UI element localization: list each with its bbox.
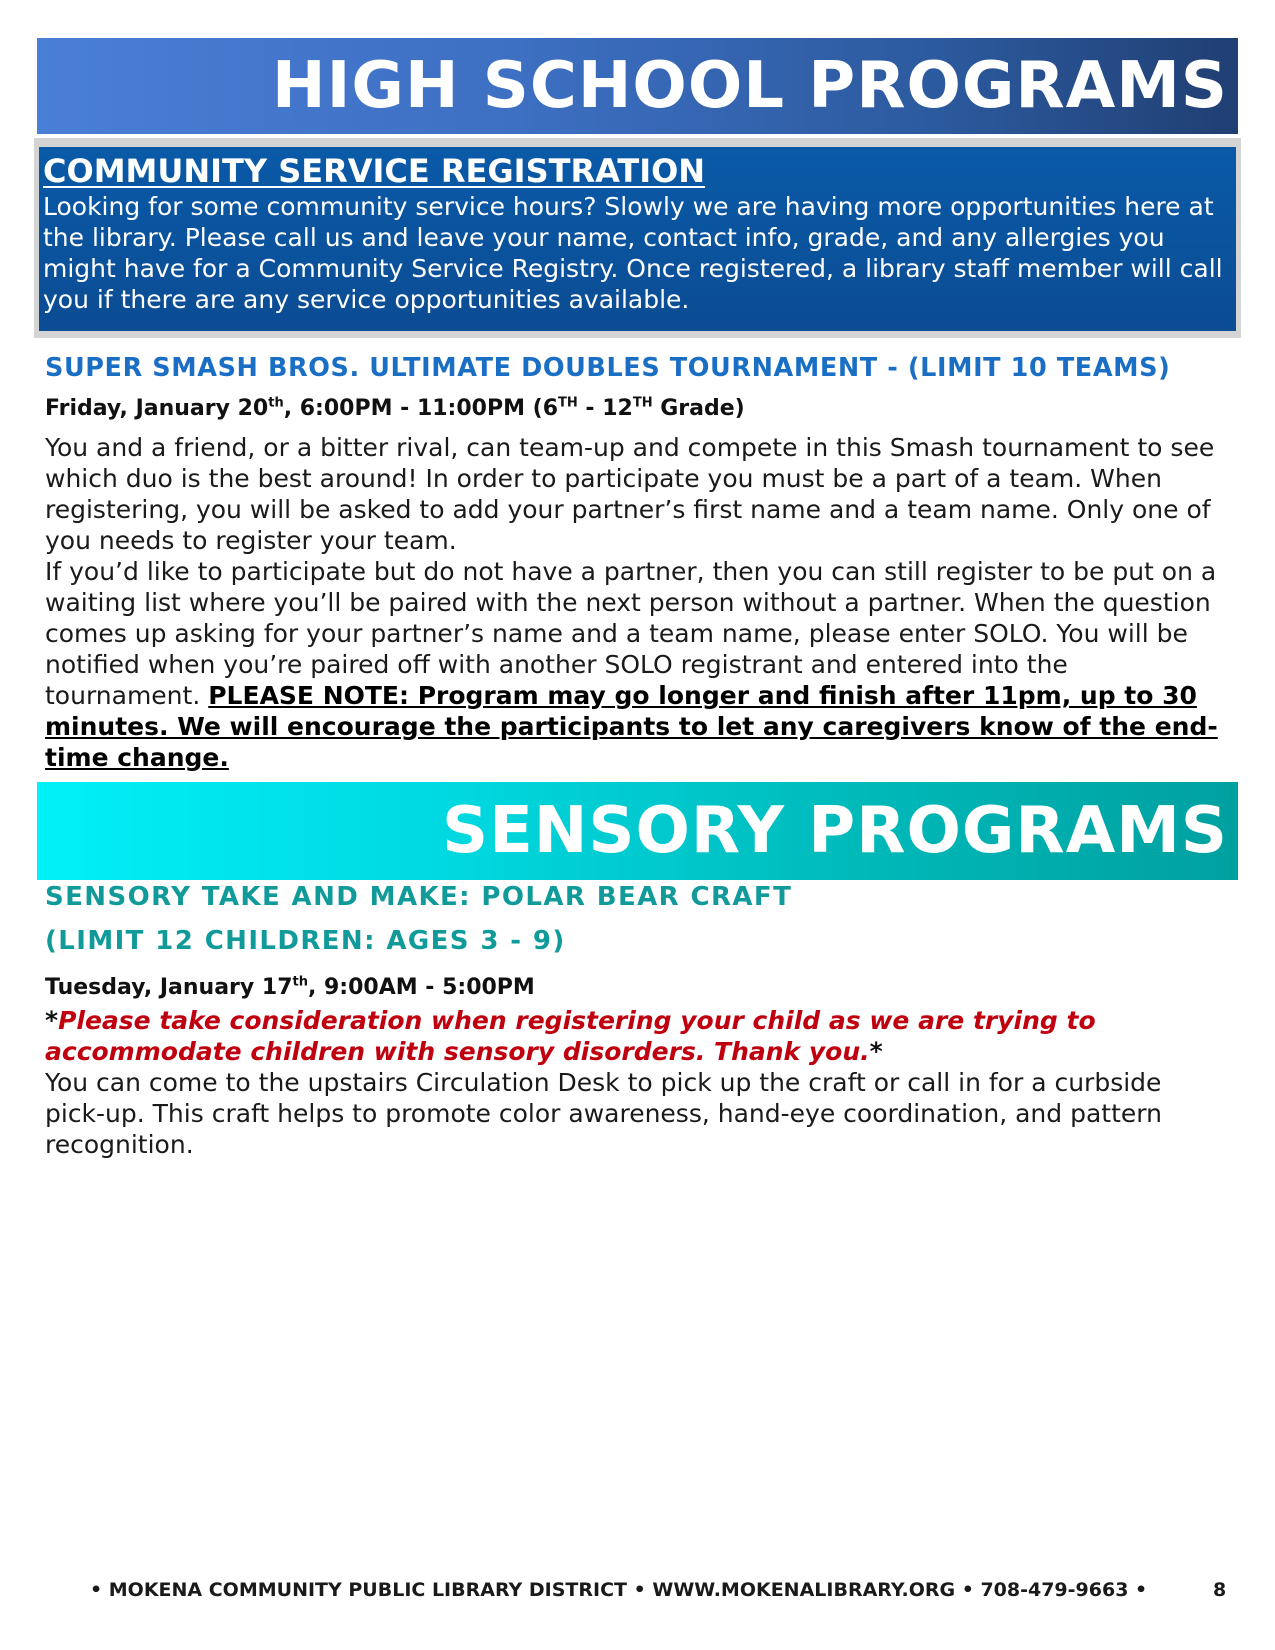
page-number: 8 [1213,1579,1227,1601]
smash-grade-ordinal-end: TH [632,395,653,411]
community-service-panel [39,147,1236,331]
sensory-programs-banner [37,782,1238,880]
note-asterisk-close: * [869,1037,883,1066]
high-school-programs-banner [37,38,1238,134]
community-service-title: COMMUNITY SERVICE REGISTRATION [43,152,706,190]
sensory-consideration-note [45,1005,1225,1067]
community-service-body: Looking for some community service hours? Slowly we are having more opportunities here at the library. Please call us and leave your name, contact info, grade, and any allergies you might have for a Community Service Registry. Once registered, a library staff member will call you if there are any service opportunities available. [43,192,1223,314]
smash-date-ordinal: th [268,395,284,411]
smash-time: , 6:00PM - 11:00PM (6 [283,396,559,421]
polar-bear-craft-title: SENSORY TAKE AND MAKE: POLAR BEAR CRAFT [45,882,793,912]
smash-paragraph-1: You and a friend, or a bitter rival, can team-up and compete in this Smash tournament to see which duo is the best around! In order to participate you must be a part of a team. When registering, you will be asked to add your partner’s first name and a team name. Only one of you needs to register your team. [45,433,1215,555]
smash-grade-range: - 12 [577,396,633,421]
footer-library-info: • MOKENA COMMUNITY PUBLIC LIBRARY DISTRICT • WWW.MOKENALIBRARY.ORG • 708-479-9663 • [90,1579,1148,1601]
smash-grade-ordinal-start: TH [558,395,578,411]
smash-date-day: Friday, January 20 [45,396,269,421]
smash-paragraph-2 [45,556,1225,773]
smash-tournament-title: SUPER SMASH BROS. ULTIMATE DOUBLES TOURNAMENT - (LIMIT 10 TEAMS) [45,353,1171,383]
high-school-programs-heading: HIGH SCHOOL PROGRAMS [272,49,1228,123]
polar-bear-date-ordinal: th [292,974,308,990]
polar-bear-craft-description: You can come to the upstairs Circulation Desk to pick up the craft or call in for a curbside pick-up. This craft helps to promote color awareness, hand-eye coordination, and pattern recognition. [45,1068,1162,1159]
smash-tournament-date [45,393,745,425]
note-asterisk-open: * [45,1006,59,1035]
smash-paragraph-2-text: If you’d like to participate but do not have a partner, then you can still register to be put on a waiting list where you’ll be paired with the next person without a partner. When the question comes up asking for your partner’s name and a team name, please enter SOLO. You will be notified when you’re paired off with another SOLO registrant and entered into the tournament. [45,557,1217,710]
polar-bear-date-day: Tuesday, January 17 [45,975,293,1000]
community-service-box [34,138,1241,338]
polar-bear-time: , 9:00AM - 5:00PM [307,975,535,1000]
smash-tournament-description [45,432,1225,773]
polar-bear-craft-date [45,972,535,1004]
smash-grade-label: Grade) [652,396,745,421]
smash-important-note: PLEASE NOTE: Program may go longer and finish after 11pm, up to 30 minutes. We will encourage the participants to let any caregivers know of the end-time change. [45,681,1218,772]
sensory-programs-heading: SENSORY PROGRAMS [442,794,1228,868]
polar-bear-craft-limit: (LIMIT 12 CHILDREN: AGES 3 - 9) [45,926,566,956]
note-text: Please take consideration when registering your child as we are trying to accommodate children with sensory disorders. Thank you. [45,1006,1096,1066]
